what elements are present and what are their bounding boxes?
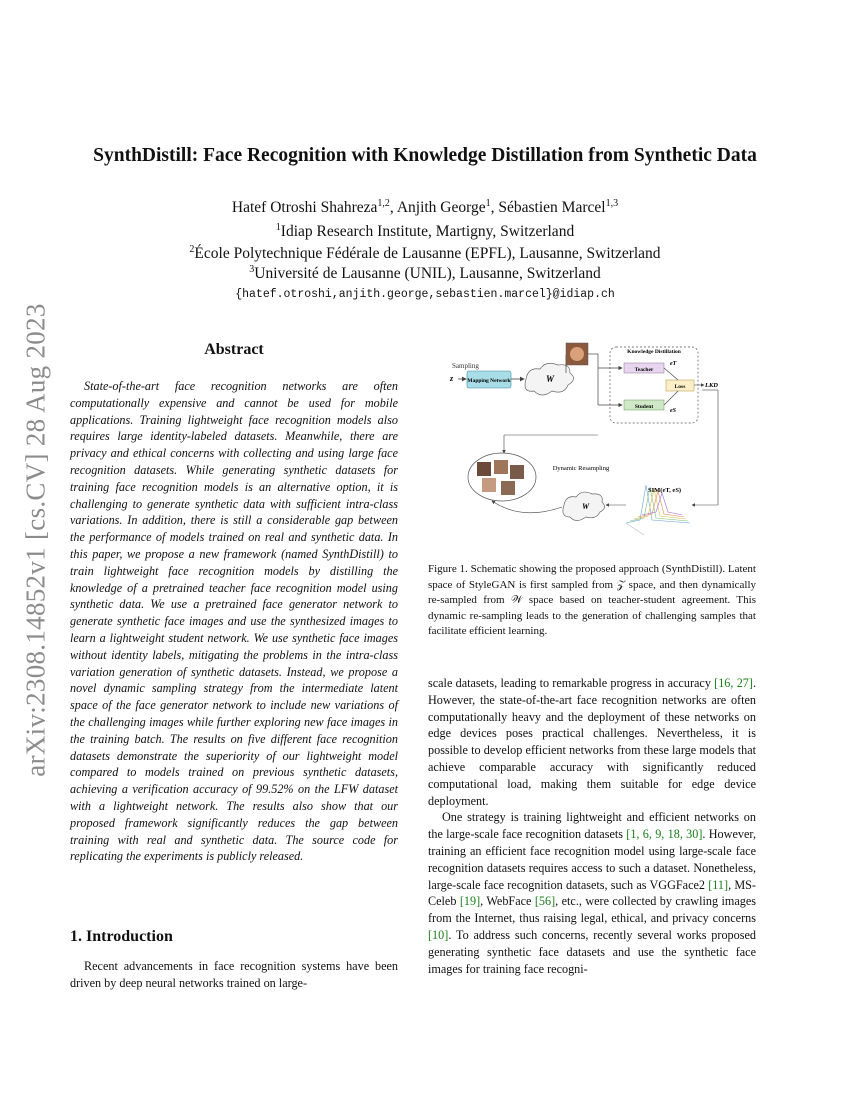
figure-1 [440,335,740,550]
affiliation-mark: 2 [189,244,195,255]
affiliation [0,222,850,241]
teacher-label: Teacher [634,367,654,373]
figure-caption: Figure 1. Schematic showing the proposed approach (SynthDistill). Latent space of StyleGAN is first sampled from 𝒵 space, and then dynamically re-sampled from 𝒲 space based on teacher-student agreement. This dynamic re-sampling leads to the generation of challenging samples that facilitate efficient learning. [428,563,756,637]
body-text: One strategy is training lightweight and efficient networks on the large-scale face recognition datasets [428,810,756,842]
body-text: , MS-Celeb [428,877,756,909]
body-text: scale datasets, leading to remarkable progress in accuracy [428,676,715,690]
similarity-label: SIM(eT, eS) [648,487,682,494]
face-thumb [482,478,496,492]
citation-link[interactable]: [19] [459,894,481,909]
face-thumb [494,460,508,474]
paper-title: SynthDistill: Face Recognition with Knowledge Distillation from Synthetic Data [93,145,757,166]
teacher-embedding: eT [670,361,677,367]
citation-link[interactable]: [11] [708,877,729,892]
z-symbol: z [450,374,454,383]
author-name: Anjith George [396,199,486,217]
section-heading: 1. Introduction [70,928,173,945]
intro-paragraph: Recent advancements in face recognition systems have been driven by deep neural networks trained on large- [70,959,398,990]
affiliation [0,264,850,283]
arxiv-sidebar [22,290,50,790]
affiliation-mark: 3 [249,264,255,275]
student-label: Student [634,404,654,410]
citation-link[interactable]: [10] [428,927,449,942]
loss-label: Loss [674,384,686,390]
abstract-body: State-of-the-art face recognition networks are often computationally expensive and cannot be used for mobile applications. Training lightweight face recognition models also requires large identity-labeled datasets. Meanwhile, there are privacy and ethical concerns with collecting and using large face recognition datasets. While generating synthetic datasets for training face recognition models is an alternative option, it is challenging to generate synthetic data with sufficient intra-class variations. In addition, there is still a considerable gap between the performance of models trained on real and synthetic data. In this paper, we propose a new framework (named SynthDistill) to train lightweight face recognition models by distilling the knowledge of a pretrained teacher face recognition model using synthetic data. We use a pretrained face generator network to generate synthetic face images and use the synthesized images to learn a lightweight student network. We use synthetic face images without identity labels, mitigating the problems in the intra-class variation generation of synthetic datasets. Instead, we propose a novel dynamic sampling strategy from the intermediate latent space of the face generator network to include new variations of the challenging images while further exploring new face images in the training batch. The results on five different face recognition datasets demonstrate the superiority of our lightweight model compared to models trained on previous synthetic datasets, achieving a verification accuracy of 99.52% on the LFW dataset with a lightweight network. The results also show that our proposed framework significantly reduces the gap between training with real and synthetic data. The source code for replicating the experiments is publicly released. [70,379,398,864]
schematic-diagram [440,335,740,550]
face-thumb [510,465,524,479]
affiliation-text: École Polytechnique Fédérale de Lausanne (EPFL), Lausanne, Switzerland [194,245,661,263]
right-column [428,675,756,977]
body-paragraph [428,675,756,809]
arxiv-identifier: arXiv:2308.14852v1 [cs.CV] 28 Aug 2023 [20,303,51,777]
kd-loss-symbol: LKD [705,382,718,389]
connector [664,368,678,380]
author-name: Sébastien Marcel [498,199,606,217]
affiliation-text: Idiap Research Institute, Martigny, Switzerland [280,223,575,241]
dynamic-resampling-label: Dynamic Resampling [552,465,610,472]
author-affiliation-mark: 1,2 [377,198,390,209]
affiliation-text: Université de Lausanne (UNIL), Lausanne, Switzerland [254,265,601,283]
w-symbol: W [546,374,555,384]
student-embedding: eS [670,408,676,414]
affiliation [0,244,850,263]
author-emails: {hatef.otroshi,anjith.george,sebastien.marcel}@idiap.ch [235,288,615,301]
citation-link[interactable]: [56] [534,894,556,909]
citation-link[interactable]: [1, 6, 9, 18, 30] [626,827,703,842]
body-text: . To address such concerns, recently several works proposed generating synthetic face datasets and use the synthetic face images for training face recogni- [428,927,756,976]
w-symbol: W [582,502,590,511]
author-affiliation-mark: 1,3 [605,198,619,209]
citation-link[interactable]: [16, 27] [714,676,753,690]
body-text: . However, the state-of-the-art face recognition networks are often computationally heavy and the deployment of these networks on edge devices poses practical challenges. Nevertheless, it is possible to develop efficient networks from these large models that achieve comparable accuracy with significantly reduced computational load, making them suitable for edge device deployment. [428,676,756,808]
author-name: Hatef Otroshi Shahreza [231,199,378,217]
kd-label: Knowledge Distillation [627,349,681,355]
author-affiliation-mark: 1 [485,198,491,209]
sampling-label: Sampling [452,362,479,370]
abstract-heading: Abstract [204,341,264,358]
face-thumb [477,462,491,476]
face-thumb [501,481,515,495]
body-text: , etc., were collected by crawling images from the Internet, thus raising legal, ethical, and privacy concerns [428,894,756,926]
body-paragraph [428,809,756,977]
mapping-network-label: Mapping Network [467,378,511,384]
body-text: . However, training an efficient face recognition model using large-scale face recognition datasets requires access to such a dataset. Nonetheless, large-scale face recognition datasets, such as VGGFace2 [428,827,756,892]
connector [664,391,678,405]
author-list: Hatef Otroshi Shahreza$^{1,2}$, Anjith George$^1$, Sébastien Marcel$^{1,3}$ [231,198,619,217]
affiliation-mark: 1 [275,222,281,233]
arrow [492,501,562,513]
body-text: , WebFace [480,894,535,909]
face-icon [570,347,584,361]
